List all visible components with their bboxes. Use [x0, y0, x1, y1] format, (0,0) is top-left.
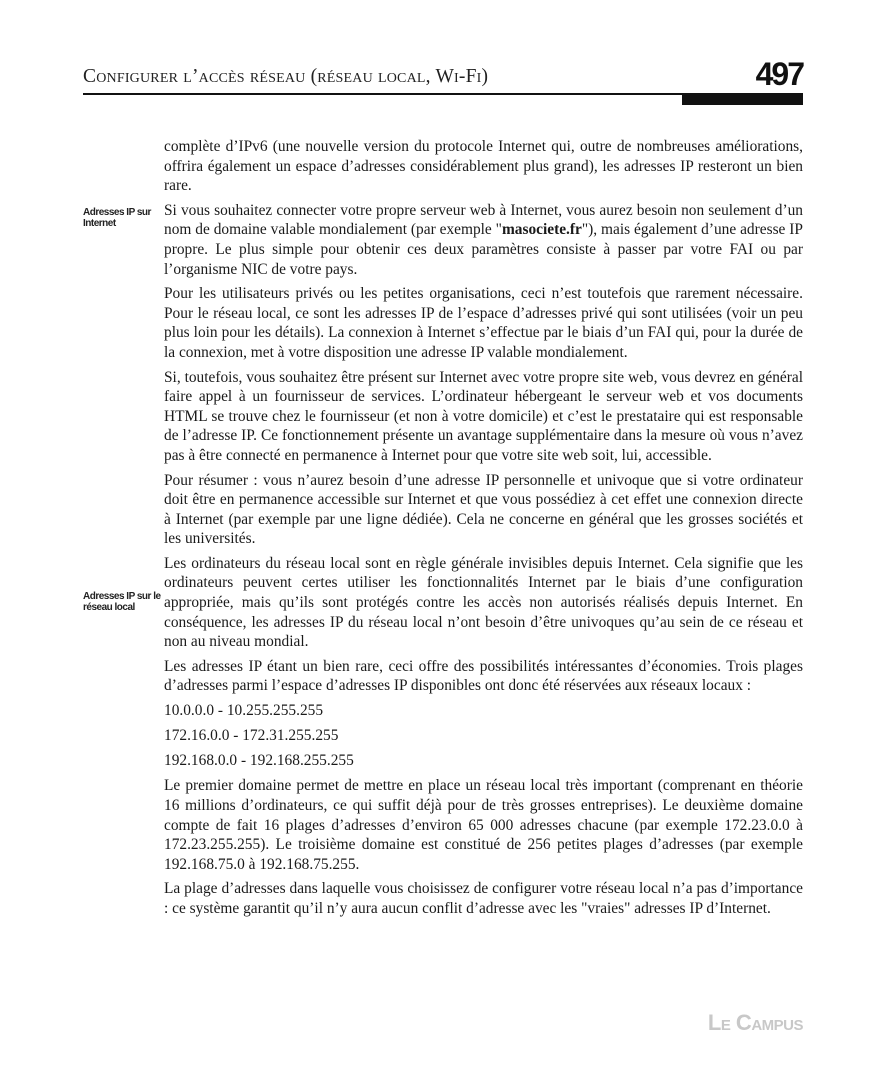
- header-rule-bar: [682, 93, 803, 105]
- ip-range: 192.168.0.0 - 192.168.255.255: [164, 752, 354, 770]
- paragraph: Les adresses IP étant un bien rare, ceci offre des possibilités intéressantes d’économies. Trois plages d’adresses parmi l’espace d’adresses IP disponibles ont donc été réservées aux réseaux locaux :: [164, 657, 803, 695]
- running-head: Configurer l’accès réseau (réseau local, Wi-Fi): [83, 66, 489, 87]
- paragraph-text: "), mais également d’une adresse IP propre. Le plus simple pour obtenir ces deux paramètres consiste à passer par votre FAI ou par l’organisme NIC de votre pays.: [164, 221, 803, 278]
- ip-range: 10.0.0.0 - 10.255.255.255: [164, 702, 324, 720]
- ip-range: 172.16.0.0 - 172.31.255.255: [164, 727, 339, 745]
- main-text: [164, 137, 803, 923]
- paragraph-text: Si vous souhaitez connecter votre propre serveur web à Internet, vous aurez besoin non seulement d’un nom de domaine valable mondialement (par exemple ": [164, 201, 803, 239]
- paragraph: Le premier domaine permet de mettre en place un réseau local très important (comprenant en théorie 16 millions d’ordinateurs, ce qui suffit déjà pour de très grosses entreprises). Le deuxième domaine compte de fait 16 plages d’adresses d’environ 65 000 adresses chacune (par exemple 172.23.0.0 à 172.23.255.255). Le troisième domaine est constitué de 256 petites plages d’adresses (par exemple 192.168.75.0 à 192.168.75.255.: [164, 777, 803, 873]
- paragraph: Les ordinateurs du réseau local sont en règle générale invisibles depuis Internet. Cela signifie que les ordinateurs peuvent certes utiliser les fonctionnalités Internet par le biais d’une configuration appropriée, mais qu’ils sont protégés contre les accès non autorisés réalisés depuis Internet. En conséquence, les adresses IP du réseau local n’ont besoin d’être univoques qu’au sein de ce réseau et non au niveau mondial.: [164, 554, 803, 651]
- margin-note-ip-local: Adresses IP sur le réseau local: [83, 591, 161, 613]
- domain-example: masociete.fr: [501, 221, 582, 239]
- paragraph: Pour résumer : vous n’aurez besoin d’une adresse IP personnelle et univoque que si votre ordinateur doit être en permanence accessible sur Internet et que vous possédiez à cet effet une connexion directe à Internet (par exemple par une ligne dédiée). Cela ne concerne en général que les grosses sociétés et les universités.: [164, 471, 803, 548]
- publisher-logo: Le Campus: [707, 1010, 803, 1035]
- page-number: 497: [755, 56, 803, 92]
- paragraph: Si, toutefois, vous souhaitez être présent sur Internet avec votre propre site web, vous devrez en général faire appel à un fournisseur de services. L’ordinateur hébergeant le serveur web et vos documents HTML se trouve chez le fournisseur (et non à votre domicile) et c’est le prestataire qui est responsable de l’adresse IP. Ce fonctionnement présente un avantage supplémentaire dans la mesure où vous n’avez pas à être connecté en permanence à Internet pour que votre site web soit, lui, accessible.: [164, 368, 803, 464]
- paragraph: La plage d’adresses dans laquelle vous choisissez de configurer votre réseau local n’a pas d’importance : ce système garantit qu’il n’y aura aucun conflit d’adresse avec les "vraies" adresses IP d’Internet.: [164, 880, 803, 917]
- page-header: [83, 58, 803, 94]
- paragraph: complète d’IPv6 (une nouvelle version du protocole Internet qui, outre de nombreuses améliorations, offrira également un espace d’adresses considérablement plus grand), les adresses IP resteront un bien rare.: [164, 138, 803, 195]
- margin-note-ip-internet: Adresses IP sur Internet: [83, 207, 151, 229]
- paragraph: Pour les utilisateurs privés ou les petites organisations, ceci n’est toutefois que rarement nécessaire. Pour le réseau local, ce sont les adresses IP de l’espace d’adresses privé qui sont utilisées (voir un peu plus loin pour les détails). La connexion à Internet s’effectue par le biais d’un FAI qui, pour la durée de la connexion, met à votre disposition une adresse IP valable mondialement.: [164, 285, 803, 361]
- paragraph: [164, 201, 803, 279]
